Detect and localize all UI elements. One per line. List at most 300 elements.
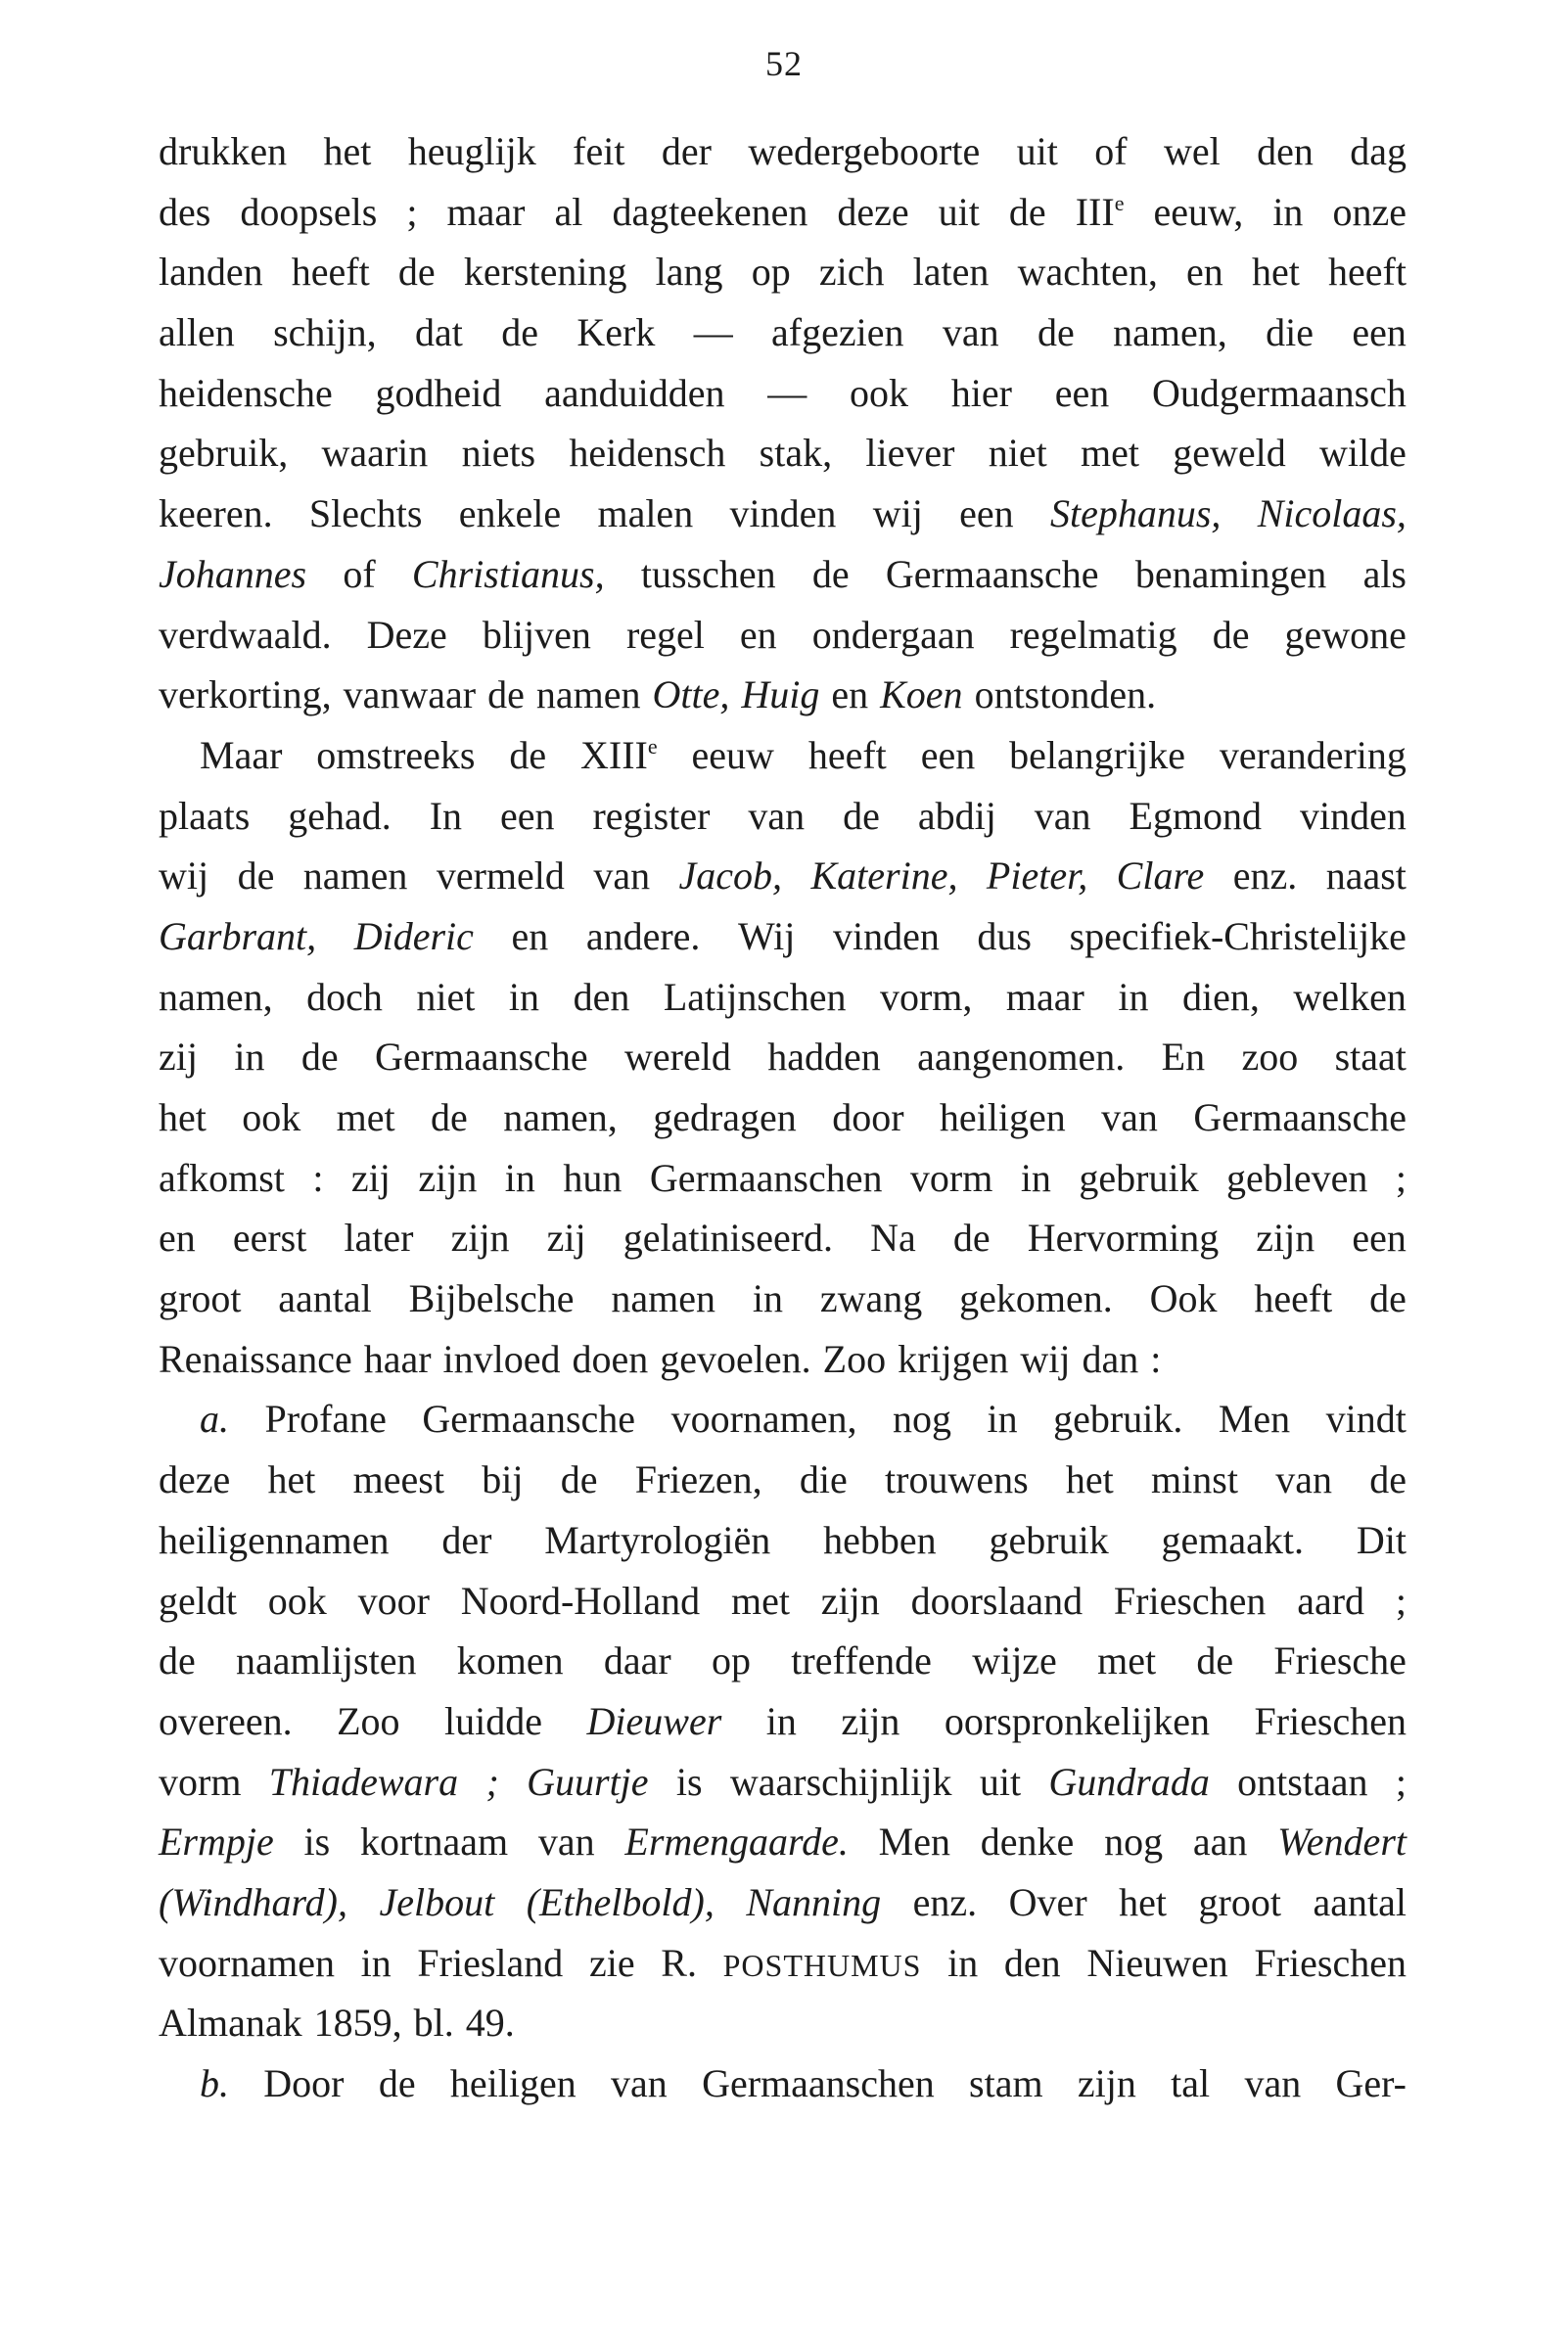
text-line — [159, 2053, 1407, 2114]
word: Men — [878, 1820, 950, 1865]
word: den — [1257, 129, 1314, 173]
word: plaats — [159, 793, 251, 838]
word: de — [300, 1035, 339, 1080]
text-line — [159, 1571, 1407, 1632]
word: van — [593, 853, 651, 899]
word: voornamen — [159, 1940, 335, 1985]
word: Friezen, — [634, 1457, 762, 1502]
word: verandering — [1219, 732, 1407, 777]
word: doopsels — [240, 189, 378, 234]
word: in — [947, 1940, 979, 1985]
word: de — [1037, 310, 1075, 355]
word: de — [509, 732, 547, 777]
word: stam — [969, 2061, 1043, 2105]
word: Ermengaarde. — [624, 1820, 849, 1865]
word: Germaanschen — [702, 2061, 935, 2105]
word: ; — [1395, 1155, 1407, 1200]
word: namen, — [503, 1095, 618, 1139]
text-line — [159, 121, 1407, 182]
text-line — [159, 484, 1407, 544]
word: bij — [482, 1457, 524, 1502]
word: daar — [603, 1638, 671, 1683]
word: zijn — [450, 1216, 510, 1261]
word: der — [441, 1517, 492, 1562]
word: met — [1080, 431, 1139, 476]
word: is — [675, 1759, 703, 1804]
word: kerstening — [463, 250, 627, 295]
word: wel — [1163, 129, 1221, 173]
text-line — [159, 1027, 1407, 1087]
word: invloed — [442, 1336, 561, 1381]
word: luidde — [444, 1698, 543, 1743]
word: : — [312, 1155, 324, 1200]
word: een — [1054, 370, 1110, 415]
word: de — [811, 551, 850, 596]
word: de — [378, 2061, 416, 2105]
word: een — [500, 793, 555, 838]
word: eeuw, — [1153, 189, 1244, 234]
body-text — [159, 121, 1407, 2114]
word: en — [159, 1216, 196, 1261]
text-line — [159, 1268, 1407, 1329]
word: Latijnschen — [663, 974, 847, 1019]
word: dagteekenen — [612, 189, 808, 234]
word: verdwaald. — [159, 612, 332, 657]
word: Huig — [741, 672, 820, 717]
word: in — [752, 1276, 783, 1321]
word: vorm, — [879, 974, 973, 1019]
word: van — [942, 310, 999, 355]
word: namen, — [1113, 310, 1227, 355]
word: de — [431, 1095, 468, 1139]
word: afkomst — [159, 1155, 285, 1200]
text-line — [159, 423, 1407, 484]
word: vindt — [1325, 1397, 1407, 1442]
word: dan — [1082, 1336, 1139, 1381]
word: in — [1118, 974, 1149, 1019]
word: ook — [242, 1095, 301, 1139]
word: aan — [1192, 1820, 1248, 1865]
word: wijze — [972, 1638, 1057, 1683]
word: naast — [1325, 853, 1407, 899]
word: Guurtje — [527, 1759, 649, 1804]
word: gebleven — [1226, 1155, 1368, 1200]
word: wij — [159, 853, 209, 899]
word: of — [343, 551, 376, 596]
word: dat — [415, 310, 463, 355]
word: maar — [446, 189, 526, 234]
word: de — [487, 672, 525, 717]
word: voornamen, — [670, 1397, 857, 1442]
word: heiligen — [449, 2061, 576, 2105]
word: namen, — [159, 974, 273, 1019]
word: is — [303, 1820, 331, 1865]
word: de — [952, 1216, 991, 1261]
text-line — [159, 665, 1407, 725]
word: op — [751, 250, 791, 295]
word: benamingen — [1134, 551, 1327, 596]
word: zij — [159, 1035, 198, 1080]
word: uit — [979, 1759, 1022, 1804]
word: heeft — [807, 732, 887, 777]
text-line — [159, 1872, 1407, 1933]
word: en — [831, 672, 869, 717]
word: En — [1161, 1035, 1206, 1080]
word: later — [344, 1216, 414, 1261]
word: namen — [535, 672, 641, 717]
word: Johannes — [159, 551, 307, 596]
word: gewone — [1284, 612, 1407, 657]
text-line — [159, 1450, 1407, 1510]
word: verkorting, — [159, 672, 332, 717]
word: aantal — [1313, 1879, 1407, 1924]
word: Nieuwen — [1086, 1940, 1228, 1985]
word: ondergaan — [811, 612, 975, 657]
word: zijn — [841, 1698, 900, 1743]
word: vorm — [909, 1155, 993, 1200]
word: in — [1020, 1155, 1051, 1200]
text-line — [159, 1087, 1407, 1148]
word: ; — [406, 189, 418, 234]
word: het — [1065, 1457, 1114, 1502]
word: in — [1272, 189, 1304, 234]
word: een — [1352, 310, 1407, 355]
word: de — [501, 310, 538, 355]
word: heidensche — [159, 370, 333, 415]
word: Maar — [200, 732, 283, 777]
word: Men — [1218, 1397, 1291, 1442]
word: al — [554, 189, 583, 234]
word: Germaanschen — [649, 1155, 883, 1200]
word: deze — [837, 189, 909, 234]
word: van — [1101, 1095, 1158, 1139]
text-line — [159, 1389, 1407, 1450]
word: en — [511, 913, 549, 958]
word: lang — [655, 250, 723, 295]
word: Otte, — [652, 672, 730, 717]
word: als — [1362, 551, 1407, 596]
word: Germaansche — [422, 1397, 636, 1442]
word: overeen. — [159, 1698, 293, 1743]
word: oorspronkelijken — [944, 1698, 1210, 1743]
word: aantal — [278, 1276, 372, 1321]
word: het — [1251, 250, 1300, 295]
word: van — [611, 2061, 668, 2105]
word: ontstaan — [1237, 1759, 1368, 1804]
word: Germaansche — [375, 1035, 588, 1080]
word: naamlijsten — [236, 1638, 417, 1683]
text-line — [159, 967, 1407, 1028]
word: blijven — [482, 612, 591, 657]
word: minst — [1151, 1457, 1238, 1502]
word: waarin — [321, 431, 429, 476]
word: door — [832, 1095, 904, 1139]
word: de — [560, 1457, 598, 1502]
word: Friesche — [1273, 1638, 1407, 1683]
word: hebben — [823, 1517, 937, 1562]
word: zijn — [1256, 1216, 1315, 1261]
word: het — [1119, 1879, 1168, 1924]
word: namen — [302, 853, 408, 899]
word: Katerine, — [810, 853, 958, 899]
text-line — [159, 605, 1407, 666]
word: met — [1097, 1638, 1157, 1683]
text-line — [159, 1148, 1407, 1209]
word: het — [323, 129, 372, 173]
word: Dieuwer — [586, 1698, 722, 1743]
word: Na — [870, 1216, 916, 1261]
word: aard — [1297, 1578, 1365, 1623]
word: (Windhard), — [159, 1879, 347, 1924]
word: en — [1186, 250, 1223, 295]
word: dien, — [1182, 974, 1260, 1019]
word: Garbrant, — [159, 913, 317, 958]
word: Germaansche — [1193, 1095, 1407, 1139]
word: allen — [159, 310, 235, 355]
word: de — [397, 250, 436, 295]
word: des — [159, 189, 211, 234]
word: Clare — [1116, 853, 1205, 899]
word: ; — [485, 1759, 499, 1804]
word: eerst — [232, 1216, 307, 1261]
text-line — [159, 725, 1407, 786]
word: zij — [350, 1155, 391, 1200]
word: gedragen — [653, 1095, 797, 1139]
word: heeft — [291, 250, 370, 295]
word: (Ethelbold), — [526, 1879, 715, 1924]
word: dag — [1350, 129, 1407, 173]
word: nog — [893, 1397, 952, 1442]
word: Profane — [264, 1397, 387, 1442]
word: de — [1369, 1276, 1407, 1321]
word: Noord-Holland — [460, 1578, 701, 1623]
word: vinden — [1299, 793, 1407, 838]
word: 49. — [465, 2001, 515, 2046]
text-line — [159, 1933, 1407, 1994]
word: keeren. — [159, 491, 273, 536]
word: Martyrologiën — [544, 1517, 771, 1562]
word: doorslaand — [910, 1578, 1084, 1623]
word: Christianus, — [411, 551, 605, 596]
word: nog — [1104, 1820, 1164, 1865]
word: Friesland — [417, 1940, 564, 1985]
word: tusschen — [640, 551, 776, 596]
word: godheid — [375, 370, 502, 415]
word: die — [1266, 310, 1314, 355]
word: treffende — [791, 1638, 932, 1683]
text-line — [159, 302, 1407, 363]
word: vinden — [729, 491, 837, 536]
word: ontstonden. — [974, 672, 1157, 717]
word: de — [1008, 189, 1046, 234]
word: R. — [661, 1940, 697, 1985]
word: gebruik. — [1053, 1397, 1183, 1442]
word: heeft — [1254, 1276, 1333, 1321]
word: ook — [850, 370, 909, 415]
word: van — [748, 793, 806, 838]
word: POSTHUMUS — [722, 1947, 922, 1983]
word: zijn — [418, 1155, 478, 1200]
word: dus — [977, 913, 1032, 958]
word: gehad. — [288, 793, 392, 838]
word: en — [739, 612, 777, 657]
word: meest — [352, 1457, 444, 1502]
word: niet — [416, 974, 476, 1019]
word: namen — [611, 1276, 715, 1321]
word: de — [843, 793, 880, 838]
word: malen — [597, 491, 694, 536]
word: uit — [938, 189, 980, 234]
word: — — [693, 310, 733, 355]
word: Pieter, — [986, 853, 1088, 899]
word: stak, — [759, 431, 833, 476]
word: van — [537, 1820, 595, 1865]
word: zie — [588, 1940, 635, 1985]
text-line — [159, 242, 1407, 302]
word: wij — [872, 491, 923, 536]
word: der — [661, 129, 712, 173]
word: register — [592, 793, 711, 838]
word: trouwens — [885, 1457, 1029, 1502]
word: Jacob, — [678, 853, 783, 899]
word: komen — [456, 1638, 564, 1683]
word: Egmond — [1129, 793, 1263, 838]
word: Germaansche — [885, 551, 1099, 596]
word: feit — [573, 129, 625, 173]
word: Thiadewara — [268, 1759, 459, 1804]
word: in — [508, 974, 540, 1019]
word: van — [1034, 793, 1091, 838]
word: die — [799, 1457, 848, 1502]
word: zwang — [819, 1276, 923, 1321]
word: belangrijke — [1009, 732, 1186, 777]
word: een — [1352, 1216, 1407, 1261]
word: hadden — [767, 1035, 881, 1080]
word: den — [1003, 1940, 1061, 1985]
word: deze — [159, 1457, 231, 1502]
word: gekomen. — [959, 1276, 1113, 1321]
word: : — [1150, 1336, 1162, 1381]
word: zoo — [1241, 1035, 1299, 1080]
word: de — [159, 1638, 196, 1683]
word: IIIe — [1075, 189, 1125, 234]
word: zich — [818, 250, 885, 295]
word: wij — [1020, 1336, 1071, 1381]
word: den — [573, 974, 630, 1019]
word: regel — [625, 612, 705, 657]
word: maar — [1005, 974, 1084, 1019]
word: de — [1369, 1457, 1407, 1502]
word: heiligennamen — [159, 1517, 390, 1562]
word: Ermpje — [159, 1820, 274, 1865]
word: afgezien — [771, 310, 904, 355]
word: liever — [865, 431, 955, 476]
word: Dideric — [353, 913, 474, 958]
page-number: 52 — [765, 44, 803, 83]
word: een — [959, 491, 1014, 536]
word: doch — [306, 974, 383, 1019]
word: drukken — [159, 129, 288, 173]
word: denke — [980, 1820, 1075, 1865]
word: in — [765, 1698, 797, 1743]
word: hun — [563, 1155, 623, 1200]
word: Kerk — [576, 310, 656, 355]
word: aanduidden — [544, 370, 725, 415]
word: Stephanus, — [1049, 491, 1222, 536]
word: heeft — [1328, 250, 1407, 295]
word: — — [767, 370, 807, 415]
word: Nanning — [746, 1879, 882, 1924]
word: eeuw — [691, 732, 774, 777]
word: haar — [363, 1336, 432, 1381]
word: enkele — [458, 491, 562, 536]
word: Bijbelsche — [408, 1276, 575, 1321]
word: XIIIe — [580, 732, 658, 777]
text-line — [159, 1993, 1407, 2053]
word: regelmatig — [1009, 612, 1177, 657]
word: heuglijk — [407, 129, 536, 173]
word: op — [712, 1638, 751, 1683]
word: hier — [950, 370, 1012, 415]
word: de — [1196, 1638, 1234, 1683]
word: vanwaar — [343, 672, 477, 717]
word: vorm — [159, 1759, 242, 1804]
word: een — [920, 732, 976, 777]
word: Jelbout — [379, 1879, 495, 1924]
word: geweld — [1173, 431, 1286, 476]
word: Frieschen — [1254, 1940, 1407, 1985]
word: welken — [1293, 974, 1407, 1019]
word: wereld — [624, 1035, 731, 1080]
word: aangenomen. — [917, 1035, 1126, 1080]
word: In — [429, 793, 463, 838]
word: van — [1244, 2061, 1302, 2105]
text-line — [159, 544, 1407, 605]
word: de — [1212, 612, 1250, 657]
word: of — [1094, 129, 1128, 173]
word: Renaissance — [159, 1336, 352, 1381]
word: met — [336, 1095, 395, 1139]
word: bl. — [413, 2001, 454, 2046]
word: heiligen — [939, 1095, 1066, 1139]
word: b. — [200, 2061, 229, 2105]
word: het — [159, 1095, 207, 1139]
text-line — [159, 1329, 1407, 1390]
word: Over — [1008, 1879, 1087, 1924]
word: vermeld — [436, 853, 565, 899]
text-line — [159, 1631, 1407, 1691]
word: wachten, — [1017, 250, 1158, 295]
word: gebruik, — [159, 431, 289, 476]
word: doen — [572, 1336, 649, 1381]
word: gevoelen. — [660, 1336, 811, 1381]
word: groot — [159, 1276, 242, 1321]
text-line — [159, 1812, 1407, 1872]
word: krijgen — [898, 1336, 1009, 1381]
word: abdij — [917, 793, 996, 838]
word: met — [730, 1578, 790, 1623]
word: uit — [1016, 129, 1058, 173]
word: van — [1275, 1457, 1332, 1502]
word: tal — [1171, 2061, 1211, 2105]
word: Ook — [1149, 1276, 1218, 1321]
word: onze — [1332, 189, 1407, 234]
word: niets — [461, 431, 536, 476]
text-line — [159, 1752, 1407, 1813]
word: voor — [357, 1578, 430, 1623]
word: zijn — [1077, 2061, 1136, 2105]
word: Ger- — [1335, 2061, 1407, 2105]
